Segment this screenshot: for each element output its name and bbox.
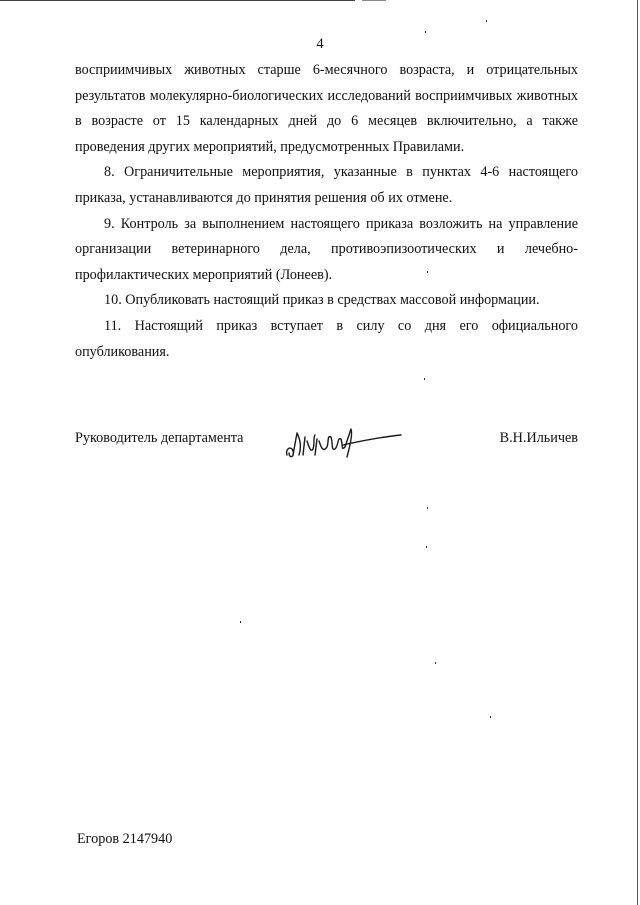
scan-edge-top-fragment	[362, 0, 386, 1]
scan-speck	[424, 378, 425, 380]
scan-speck	[435, 662, 436, 664]
scan-speck	[425, 31, 426, 33]
page-number: 4	[316, 36, 324, 52]
scan-speck	[427, 271, 428, 273]
paragraph-continuation: восприимчивых животных старше 6-месячного возраста, и отрицательных результатов молекулярно-биологических исследований восприимчивых животных в возрасте от 15 календарных дней до 6 месяцев включительно, а также проведения других мероприятий, предусмотренных Правилами.	[75, 62, 578, 155]
paragraph-9: 9. Контроль за выполнением настоящего приказа возложить на управление организации ветеринарного дела, противоэпизоотических и лечебно-профилактических мероприятий (Лонеев).	[75, 215, 578, 283]
scan-speck	[486, 20, 487, 22]
signature-block	[75, 415, 578, 465]
paragraph-10: 10. Опубликовать настоящий приказ в средствах массовой информации.	[104, 292, 540, 309]
scan-edge-top	[0, 0, 355, 1]
signatory-name: В.Н.Ильичев	[499, 430, 578, 446]
author-footer: Егоров 2147940	[77, 831, 173, 847]
scan-speck	[427, 507, 428, 509]
paragraph-8: 8. Ограничительные мероприятия, указанные в пунктах 4-6 настоящего приказа, устанавливаются до принятия решения об их отмене.	[75, 164, 578, 206]
scan-speck	[426, 546, 427, 548]
scan-speck	[240, 621, 241, 623]
scan-speck	[490, 716, 491, 718]
scan-edge-right	[637, 0, 638, 905]
paragraph-11: 11. Настоящий приказ вступает в силу со дня его официального опубликования.	[75, 317, 578, 360]
document-body	[75, 58, 578, 365]
signatory-role: Руководитель департамента	[75, 430, 244, 446]
handwritten-signature	[283, 415, 403, 461]
